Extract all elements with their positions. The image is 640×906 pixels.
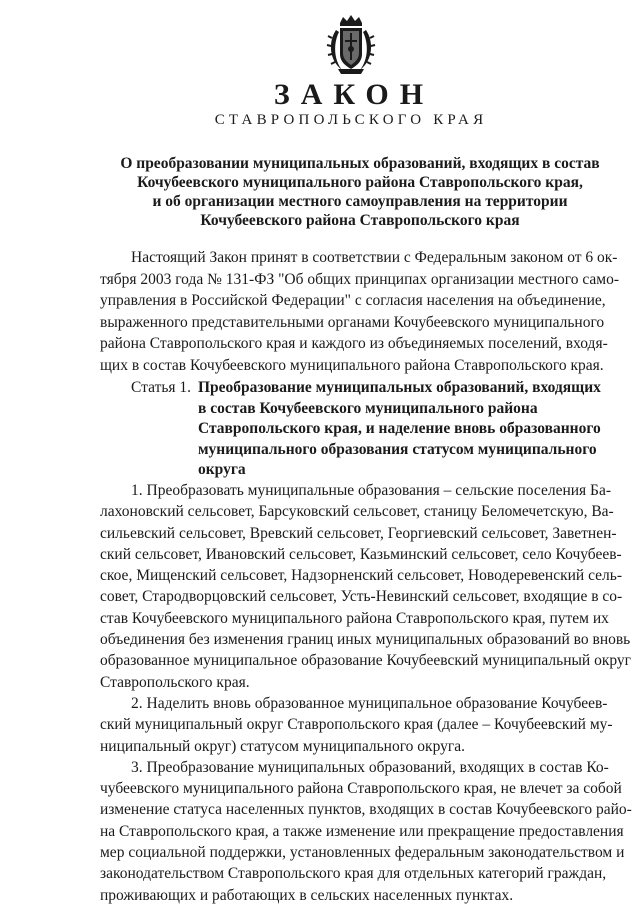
paragraph-line: сильевский сельсовет, Вревский сельсовет, Георгиевский сельсовет, Заветнен-	[100, 524, 617, 542]
paragraph-line: объединения без изменения границ иных муниципальных образований во вновь	[100, 631, 631, 649]
paragraph-line: 1. Преобразовать муниципальные образования – сельские поселения Ба-	[131, 482, 612, 499]
paragraph-line: законодательством Ставропольского края для отдельных категорий граждан,	[100, 865, 607, 883]
preamble-line: района Ставропольского края и каждого из объединяемых поселений, входя-	[100, 335, 608, 352]
article-number: Статья 1.	[131, 379, 192, 396]
paragraph-line: ский муниципальный округ Ставропольского края (далее – Кочубеевский му-	[100, 716, 613, 734]
paragraph-line: ский сельсовет, Ивановский сельсовет, Казьминский сельсовет, село Кочубеев-	[100, 545, 622, 563]
article-name	[198, 378, 601, 481]
paragraph-line: изменение статуса населенных пунктов, входящих в состав Кочубеевского райо-	[100, 801, 632, 819]
preamble	[100, 247, 620, 376]
article-1-body	[100, 480, 632, 906]
preamble-line: тября 2003 года № 131-ФЗ "Об общих принципах организации местного само-	[100, 270, 620, 288]
preamble-line: Настоящий Закон принят в соответствии с Федеральным законом от 6 ок-	[131, 249, 618, 266]
law-title-line: и об организации местного самоуправления на территории	[152, 193, 568, 210]
article-name-line: Преобразование муниципальных образований, входящих	[198, 379, 601, 396]
paragraph-line: лахоновский сельсовет, Барсуковский сельсовет, станицу Беломечетскую, Ва-	[100, 503, 614, 521]
article-name-line: муниципального образования статусом муниципального	[198, 440, 597, 458]
preamble-line: щих в состав Кочубеевского муниципального района Ставропольского края.	[100, 356, 604, 374]
law-title	[100, 154, 620, 230]
paragraph-line: на Ставропольского края, а также изменение или прекращение предоставления	[100, 822, 624, 840]
paragraph-1	[100, 480, 632, 693]
law-title-line: О преобразовании муниципальных образований, входящих в состав	[120, 155, 600, 172]
article-name-line: Ставропольского края, и наделение вновь образованного	[198, 420, 601, 437]
paragraph-line: чубеевского муниципального района Ставропольского края, не влечет за собой	[100, 780, 622, 798]
paragraph-line: совет, Стародворцовский сельсовет, Усть-Невинский сельсовет, входящие в со-	[100, 588, 623, 606]
paragraph-line: Ставропольского края.	[100, 673, 250, 691]
issuing-region-heading: СТАВРОПОЛЬСКОГО КРАЯ	[214, 112, 488, 128]
article-name-line: в состав Кочубеевского муниципального района	[198, 399, 538, 417]
document-type-heading: ЗАКОН	[273, 78, 435, 111]
paragraph-line: 3. Преобразование муниципальных образований, входящих в состав Ко-	[131, 758, 609, 776]
preamble-line: выраженного представительными органами Кочубеевского муниципального	[100, 313, 605, 331]
stavropol-coat-of-arms-icon	[326, 14, 376, 76]
law-title-line: Кочубеевского района Ставропольского края	[200, 212, 520, 229]
paragraph-line: ское, Мищенский сельсовет, Надзорненский сельсовет, Новодеревенский сель-	[100, 567, 623, 585]
law-title-line: Кочубеевского муниципального района Ставропольского края,	[137, 174, 583, 191]
paragraph-line: 2. Наделить вновь образованное муниципальное образование Кочубеев-	[131, 694, 608, 712]
paragraph-line: образованное муниципальное образование Кочубеевский муниципальный округ	[100, 652, 632, 670]
paragraph-line: мер социальной поддержки, установленных федеральным законодательством и	[100, 844, 625, 862]
paragraph-line: став Кочубеевского муниципального района Ставропольского края, путем их	[100, 609, 609, 627]
paragraph-3	[100, 757, 632, 906]
article-name-line: округа	[198, 461, 246, 478]
paragraph-2	[100, 693, 613, 757]
preamble-line: управления в Российской Федерации" с согласия населения на объединение,	[100, 292, 606, 309]
paragraph-line: ниципальный округ) статусом муниципального округа.	[100, 737, 465, 755]
paragraph-line: проживающих и работающих в сельских населенных пунктах.	[100, 886, 514, 904]
